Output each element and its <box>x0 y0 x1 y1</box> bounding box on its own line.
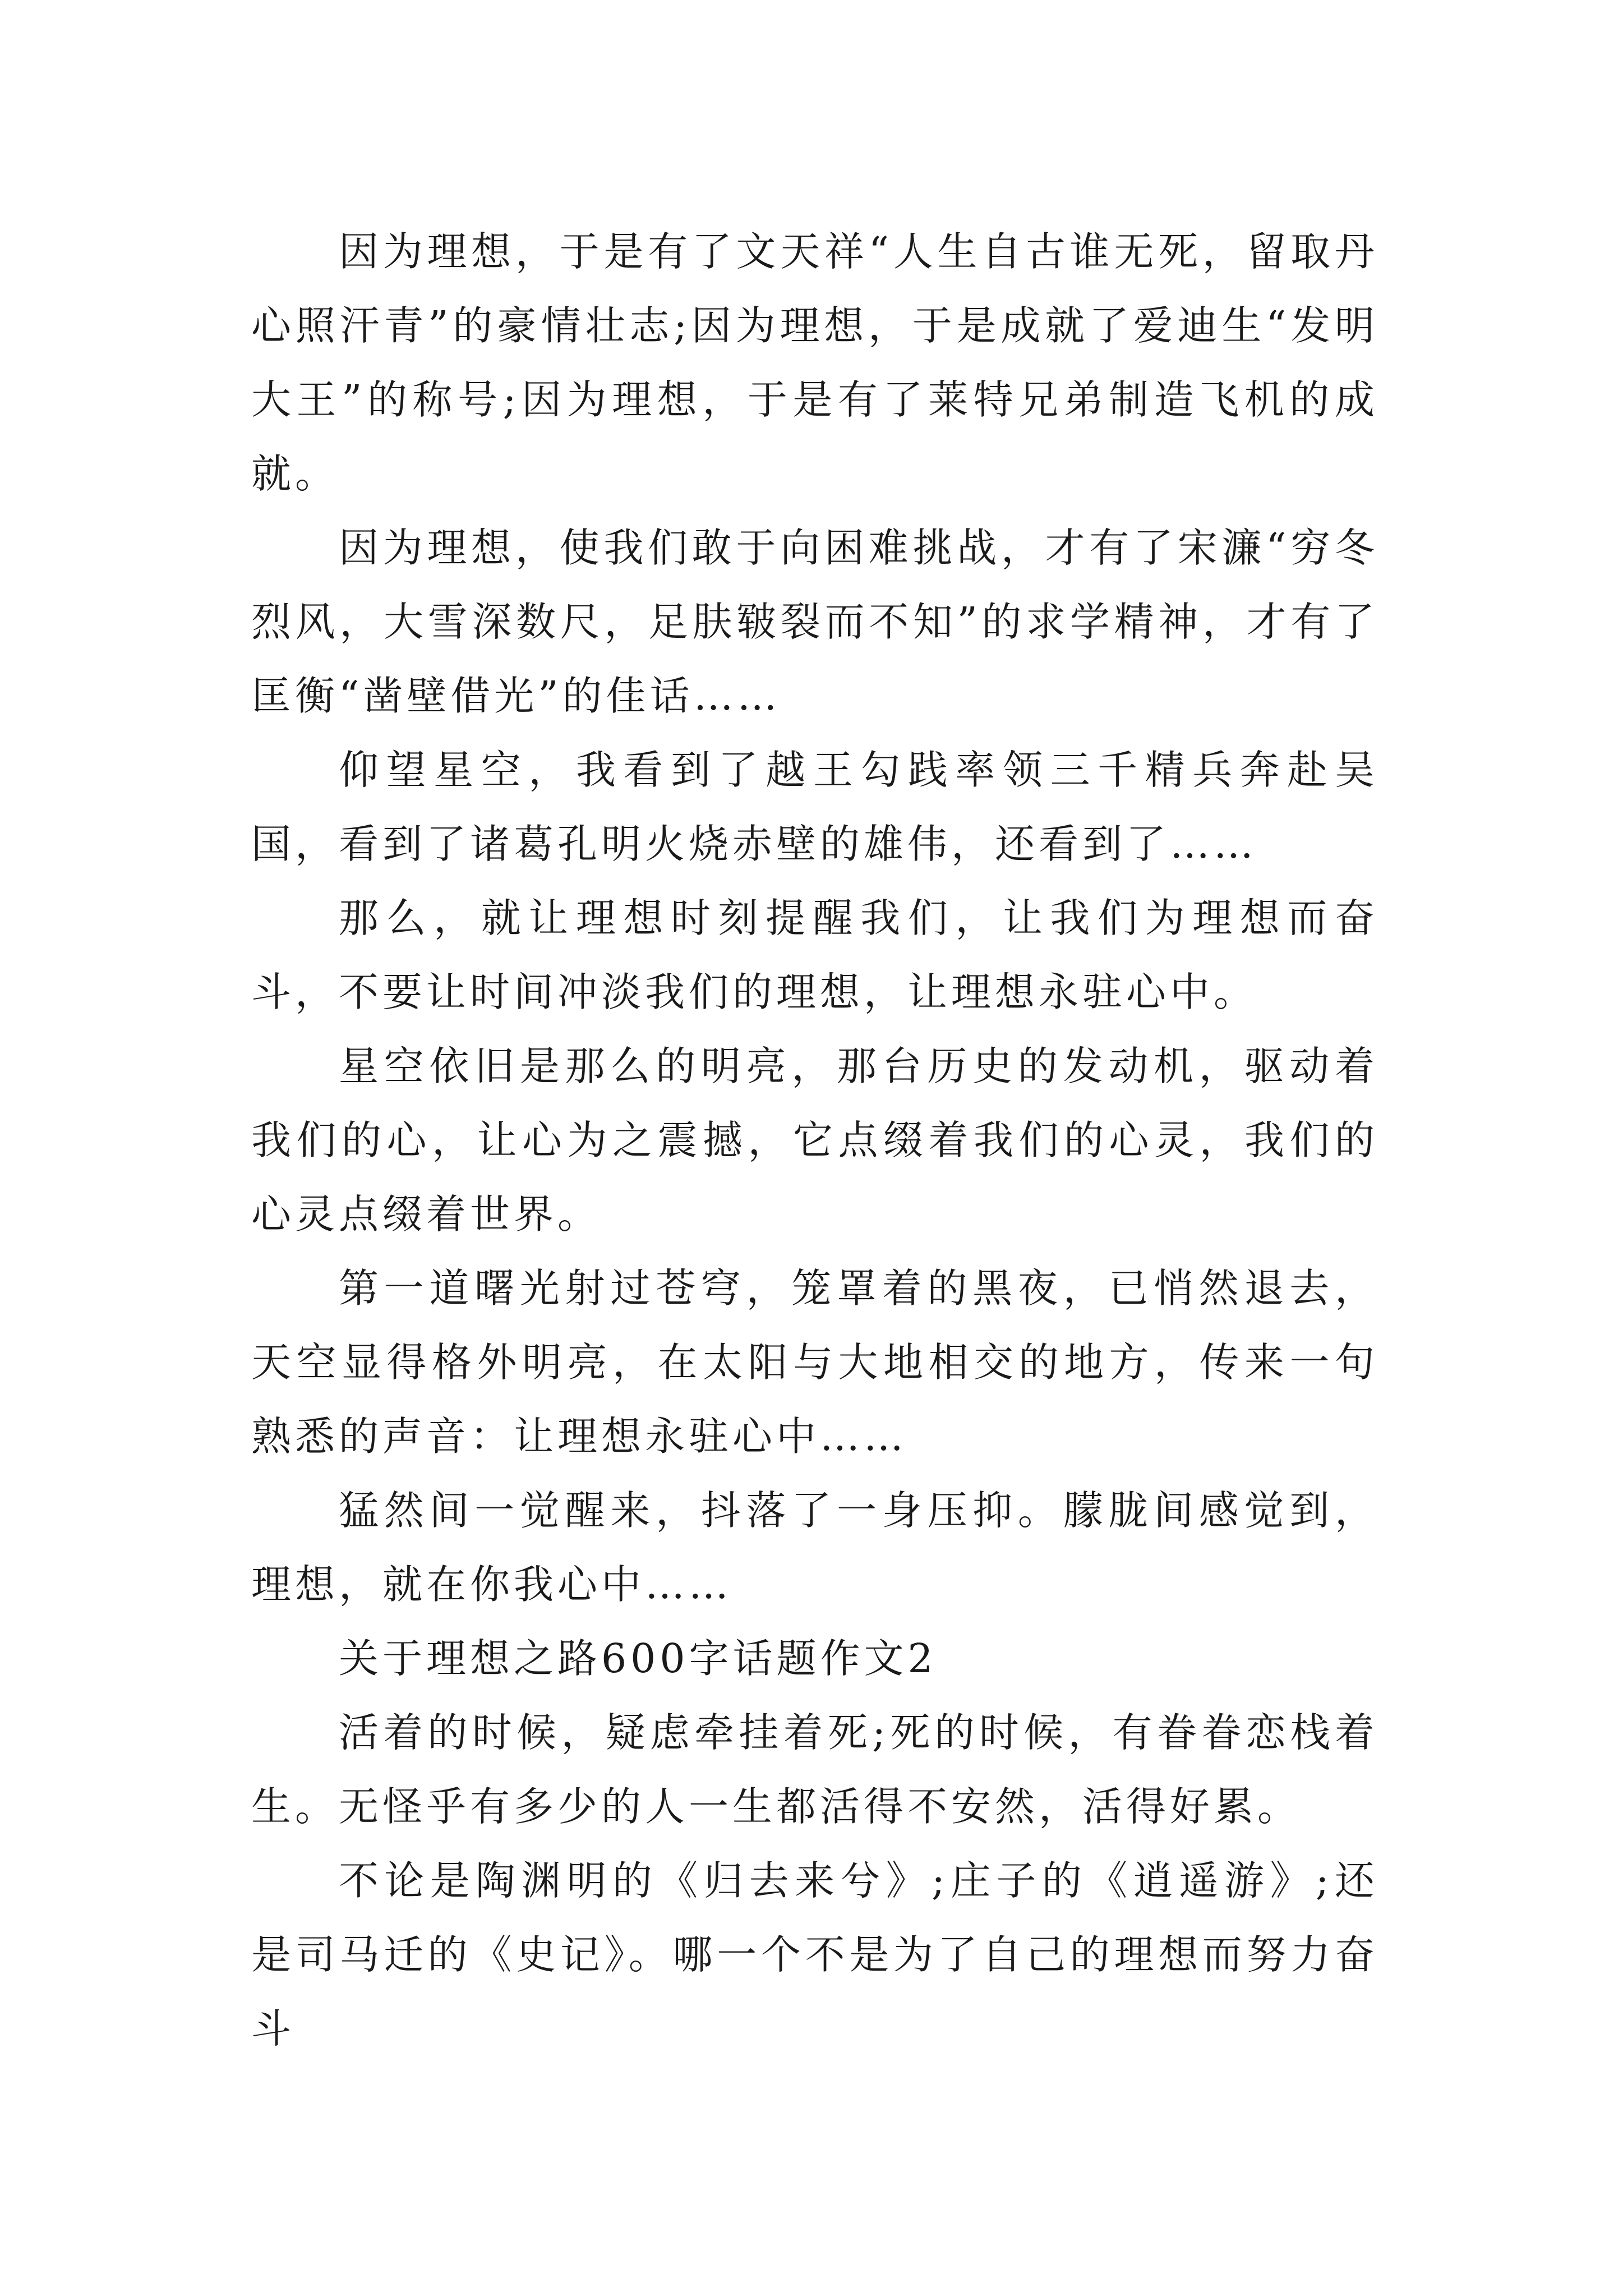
paragraph: 那么，就让理想时刻提醒我们，让我们为理想而奋斗，不要让时间冲淡我们的理想，让理想永驻心中。 <box>251 895 1378 1015</box>
paragraph: 因为理想，使我们敢于向困难挑战，才有了宋濂“穷冬烈风，大雪深数尺，足肤皲裂而不知”的求学精神，才有了匡衡“凿壁借光”的佳话…… <box>251 524 1378 719</box>
paragraph: 仰望星空，我看到了越王勾践率领三千精兵奔赴吴国，看到了诸葛孔明火烧赤壁的雄伟，还看到了…… <box>251 747 1378 867</box>
paragraph: 不论是陶渊明的《归去来兮》;庄子的《逍遥游》;还是司马迁的《史记》。哪一个不是为了自己的理想而努力奋斗 <box>251 1857 1378 2052</box>
section-heading: 关于理想之路600字话题作文2 <box>339 1635 937 1682</box>
paragraph: 第一道曙光射过苍穹，笼罩着的黑夜，已悄然退去，天空显得格外明亮，在太阳与大地相交的地方，传来一句熟悉的声音：让理想永驻心中…… <box>251 1265 1378 1460</box>
paragraph: 活着的时候，疑虑牵挂着死;死的时候，有眷眷恋栈着生。无怪乎有多少的人一生都活得不安然，活得好累。 <box>251 1709 1378 1830</box>
paragraph: 因为理想，于是有了文天祥“人生自古谁无死，留取丹心照汗青”的豪情壮志;因为理想，于是成就了爱迪生“发明大王”的称号;因为理想，于是有了莱特兄弟制造飞机的成就。 <box>251 228 1378 497</box>
paragraph: 星空依旧是那么的明亮，那台历史的发动机，驱动着我们的心，让心为之震撼，它点缀着我们的心灵，我们的心灵点缀着世界。 <box>251 1043 1378 1237</box>
document-body <box>251 215 1378 2066</box>
paragraph: 猛然间一觉醒来，抖落了一身压抑。朦胧间感觉到，理想，就在你我心中…… <box>251 1487 1378 1608</box>
